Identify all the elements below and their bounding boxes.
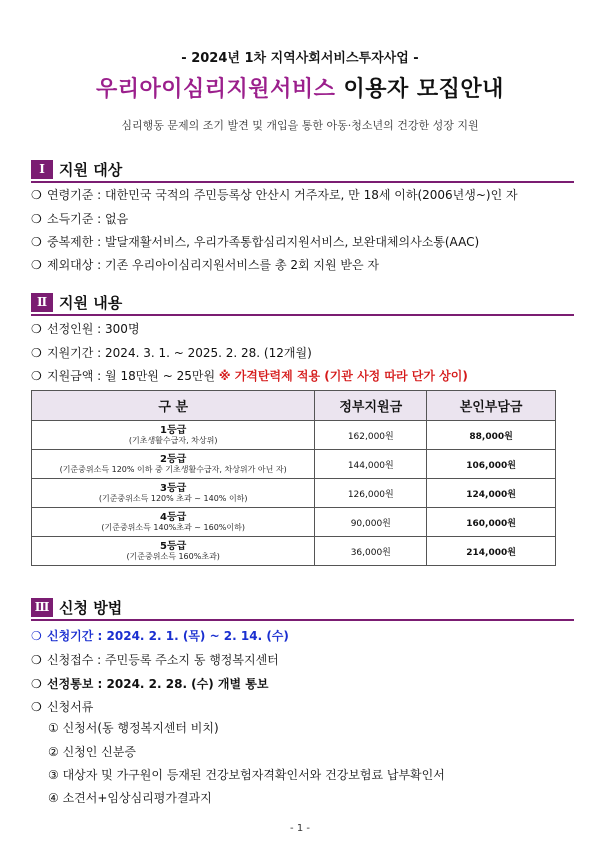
self-amount: 124,000원 [427, 479, 556, 508]
list-item-text: 신청기간 : 2024. 2. 1. (목) ~ 2. 14. (수) [47, 629, 289, 643]
self-amount: 160,000원 [427, 508, 556, 537]
self-amount: 88,000원 [427, 421, 556, 450]
list-item [31, 233, 479, 250]
grade-condition: (기초생활수급자, 차상위) [128, 435, 218, 445]
support-amount-table [31, 390, 556, 566]
header-self-payment: 본인부담금 [427, 391, 556, 421]
grade-label: 2등급 [160, 453, 187, 465]
gov-amount: 36,000원 [315, 537, 427, 566]
list-item [31, 627, 289, 644]
section-title: 지원 내용 [59, 294, 123, 312]
list-item [31, 320, 140, 337]
section-heading-support [31, 293, 574, 313]
gov-amount: 162,000원 [315, 421, 427, 450]
program-subtitle: - 2024년 1차 지역사회서비스투자사업 - [181, 51, 419, 66]
bullet-icon: ❍ [31, 258, 42, 272]
header-category: 구 분 [32, 391, 315, 421]
bullet-icon: ❍ [31, 188, 42, 202]
section-numeral: Ⅰ [31, 160, 53, 179]
section-heading-eligibility [31, 160, 574, 180]
list-item [31, 344, 312, 361]
list-item-text: 선정인원 : 300명 [47, 322, 140, 336]
section-heading-application [31, 598, 574, 618]
list-item-text: 제외대상 : 기존 우리아이심리지원서비스를 총 2회 지원 받은 자 [47, 258, 379, 272]
list-item-text: 선정통보 : 2024. 2. 28. (수) 개별 통보 [47, 677, 269, 691]
section-divider [31, 181, 574, 183]
list-item [31, 651, 279, 668]
list-item-text: 신청접수 : 주민등록 주소지 동 행정복지센터 [47, 653, 279, 667]
section-title: 지원 대상 [59, 161, 123, 179]
self-amount: 214,000원 [427, 537, 556, 566]
bullet-icon: ❍ [31, 677, 42, 691]
table-row [32, 450, 556, 479]
table-row [32, 508, 556, 537]
section-numeral: Ⅲ [31, 598, 53, 617]
table-row [32, 421, 556, 450]
price-note: ※ 가격탄력제 적용 (기관 사정 따라 단가 상이) [218, 369, 468, 383]
grade-label: 1등급 [160, 424, 187, 436]
list-item-text: 지원금액 : 월 18만원 ~ 25만원 [47, 369, 216, 383]
grade-condition: (기준중위소득 120% 이하 중 기초생활수급자, 차상위가 아닌 자) [59, 464, 287, 474]
list-item-text: 연령기준 : 대한민국 국적의 주민등록상 안산시 거주자로, 만 18세 이하(2006년생~)인 자 [47, 188, 518, 202]
bullet-icon: ❍ [31, 369, 42, 383]
gov-amount: 90,000원 [315, 508, 427, 537]
page-title [0, 72, 600, 103]
grade-cell [32, 450, 315, 479]
list-item [31, 675, 268, 692]
header-government-support: 정부지원금 [315, 391, 427, 421]
table-row [32, 479, 556, 508]
grade-label: 4등급 [160, 511, 187, 523]
list-item [31, 367, 468, 384]
grade-condition: (기준중위소득 160%초과) [126, 551, 220, 561]
table-row [32, 537, 556, 566]
section-divider [31, 619, 574, 621]
section-divider [31, 314, 574, 316]
bullet-icon: ❍ [31, 700, 42, 714]
section-numeral: Ⅱ [31, 293, 53, 312]
list-item-text: 신청서류 [47, 700, 94, 714]
page-number: - 1 - [290, 823, 310, 834]
list-item [31, 256, 379, 273]
required-document: ① 신청서(동 행정복지센터 비치) [48, 721, 219, 735]
bullet-icon: ❍ [31, 629, 42, 643]
title-rest: 이용자 모집안내 [343, 77, 504, 102]
list-item [31, 210, 128, 227]
tagline: 심리행동 문제의 조기 발견 및 개입을 통한 아동·청소년의 건강한 성장 지원 [121, 119, 479, 132]
section-title: 신청 방법 [59, 599, 123, 617]
required-document: ② 신청인 신분증 [48, 745, 136, 759]
gov-amount: 126,000원 [315, 479, 427, 508]
grade-condition: (기준중위소득 140%초과 ~ 160%이하) [101, 522, 245, 532]
required-document: ④ 소견서+임상심리평가결과지 [48, 791, 212, 805]
grade-label: 3등급 [160, 482, 187, 494]
bullet-icon: ❍ [31, 346, 42, 360]
grade-cell [32, 508, 315, 537]
grade-condition: (기준중위소득 120% 초과 ~ 140% 이하) [98, 493, 248, 503]
list-item [31, 698, 93, 715]
list-item-text: 소득기준 : 없음 [47, 212, 129, 226]
gov-amount: 144,000원 [315, 450, 427, 479]
title-service-name: 우리아이심리지원서비스 [96, 77, 336, 102]
bullet-icon: ❍ [31, 235, 42, 249]
grade-cell [32, 479, 315, 508]
grade-cell [32, 537, 315, 566]
grade-cell [32, 421, 315, 450]
self-amount: 106,000원 [427, 450, 556, 479]
bullet-icon: ❍ [31, 212, 42, 226]
grade-label: 5등급 [160, 540, 187, 552]
table-header-row [32, 391, 556, 421]
list-item-text: 지원기간 : 2024. 3. 1. ~ 2025. 2. 28. (12개월) [47, 346, 312, 360]
bullet-icon: ❍ [31, 322, 42, 336]
list-item-text: 중복제한 : 발달재활서비스, 우리가족통합심리지원서비스, 보완대체의사소통(AAC) [47, 235, 480, 249]
required-document: ③ 대상자 및 가구원이 등재된 건강보험자격확인서와 건강보험료 납부확인서 [48, 768, 445, 782]
bullet-icon: ❍ [31, 653, 42, 667]
list-item [31, 186, 518, 203]
